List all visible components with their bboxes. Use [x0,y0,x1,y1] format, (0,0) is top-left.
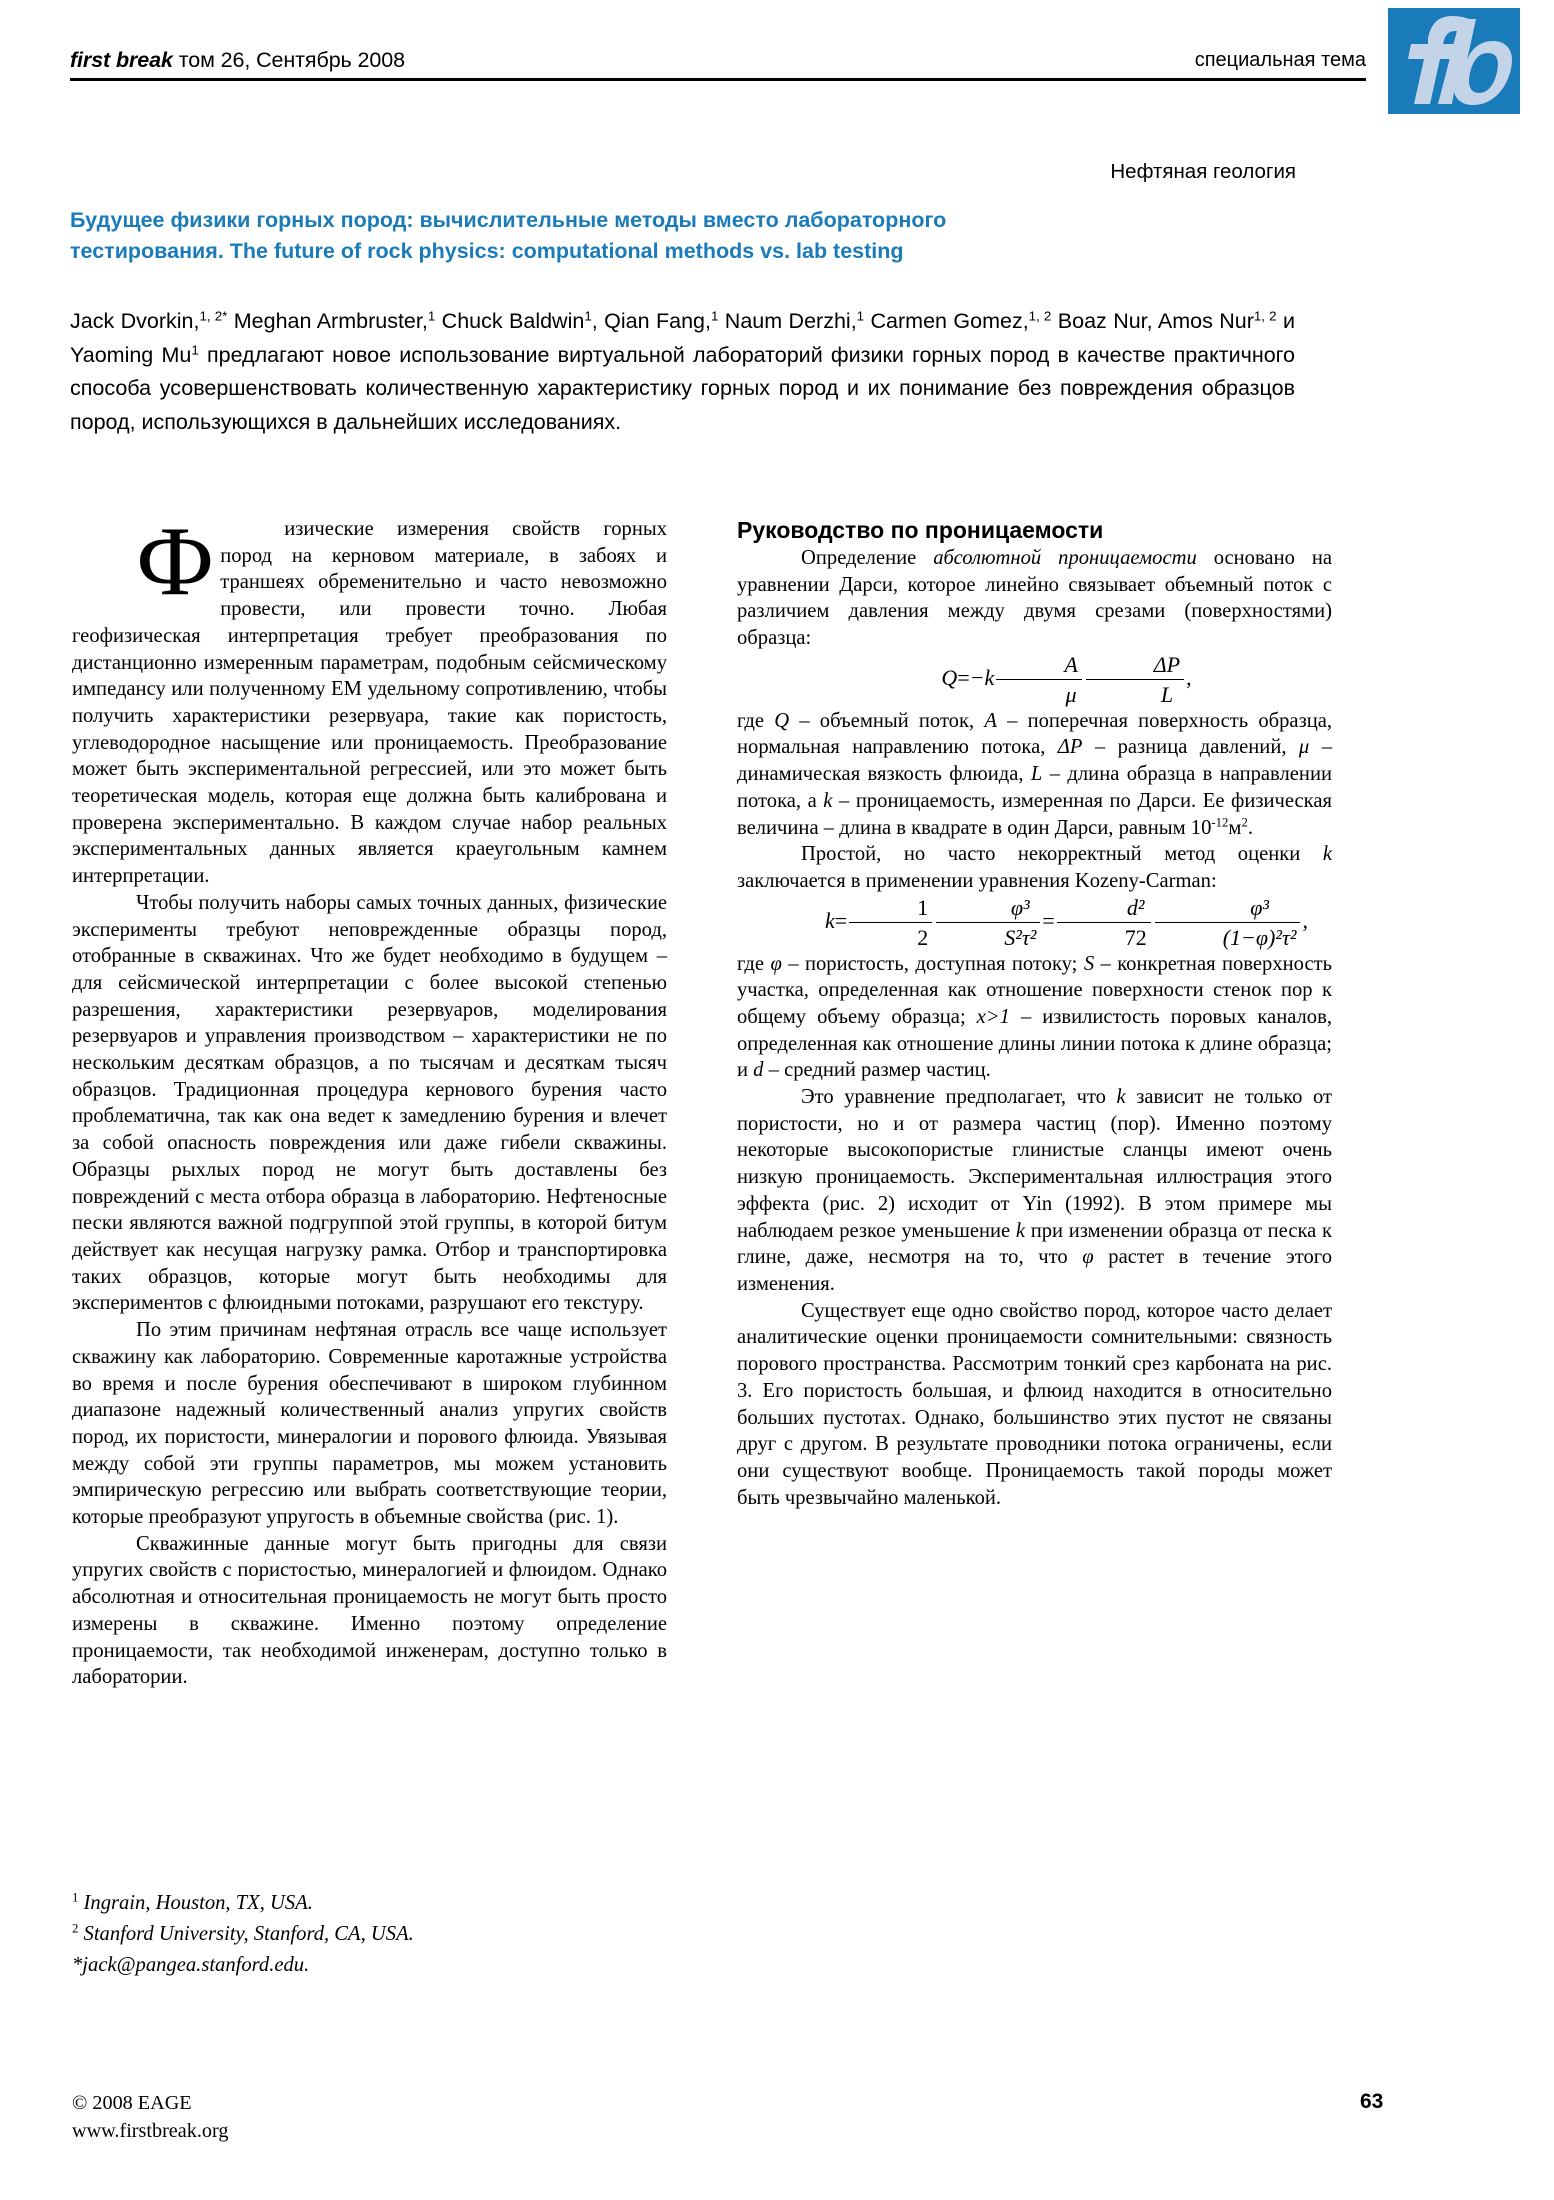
eq2-f1-num: 1 [849,895,932,923]
rp2-t7: – проницаемость, измеренная по Дарси. Ее физическая величина – длина в квадрате в один Дарси, равным 10 [737,789,1332,839]
author-8-affiliation: 1 [191,342,199,358]
author-2-affiliation: 1 [427,308,436,324]
footer [72,2089,228,2145]
drop-cap: Ф [136,507,215,616]
rp3-a: Простой, но часто некорректный метод оценки [801,843,1323,866]
rp4-t2: – пористость, доступная потоку; [781,952,1084,975]
eq2-f4-den: (1−φ)²τ² [1222,924,1297,950]
eq2-fraction-3 [1057,895,1151,951]
author-1-affiliation: 1, 2* [199,308,228,324]
var-phi-2: φ [1082,1246,1094,1269]
fb-logo-icon [1388,8,1520,114]
exponent-minus12: -12 [1211,814,1229,829]
eq2-equals-1: = [834,907,848,933]
footnote-2-text: Stanford University, Stanford, CA, USA. [78,1923,414,1945]
footnote-1-marker: 1 [72,1890,79,1905]
journal-name: first break [70,48,173,72]
var-k-3: k [1116,1086,1126,1109]
rp4-t3: – конкретная поверхность участка, определенная как отношение поверхности стенок пор к общему объему образца; [737,952,1332,1028]
paragraph-2: Чтобы получить наборы самых точных данных, физические эксперименты требуют неповрежденные образцы пород, отобранные в скважинах. Что же будет необходимо в будущем – для сейсмической интерпретации с более высокой степенью разрешения, характеристики резервуаров, моделирования резервуаров и управления производством – характеристики не по нескольким десяткам образцов, а по тысячам и десяткам тысяч образцов. Традиционная процедура кернового бурения часто проблематична, так как она ведет к замедлению бурения и влечет за собой опасность повреждения или даже гибели скважины. Образцы рыхлых пород не могут быть доставлены без повреждений с места отбора образца в лабораторию. Нефтеносные пески являются важной подгруппой этой группы, в которой битум действует как несущая нагрузку рамка. Отбор и транспортировка таких образцов, которые могут быть необходимы для экспериментов с флюидными потоками, разрушают его текстуру. [72,891,667,1315]
var-d: d [753,1059,764,1082]
right-paragraph-3 [737,841,1332,894]
var-Q: Q [774,709,790,732]
author-8: и Yaoming Mu [70,309,1296,367]
right-paragraph-1 [737,545,1332,652]
rp5-t1: Это уравнение предполагает, что [801,1086,1117,1109]
author-4: , Qian Fang, [591,309,711,333]
rp4-t5: – средний размер частиц. [763,1059,991,1082]
author-1: Jack Dvorkin, [70,309,200,333]
author-3-affiliation: 1 [584,308,592,324]
var-k-4: k [1015,1219,1026,1242]
rp1-b [1041,547,1058,569]
var-deltaP: ΔP [1057,736,1083,759]
footnote-1 [72,1888,672,1919]
footnotes [72,1888,672,1981]
eq1-f1-num: A [996,652,1081,680]
rp5-t2: зависит не только от пористости, но и от размера частиц (пор). Именно поэтому некоторые высокопористые глинистые сланцы имеют очень низкую проницаемость. Экспериментальная иллюстрация этого эффекта (рис. 2) исходит от Yin (1992). В этом примере мы наблюдаем резкое уменьшение [737,1086,1333,1242]
rp4-t1: где [737,952,771,975]
eq2-fraction-1 [849,895,932,951]
author-7: Boaz Nur, Amos Nur [1051,309,1254,333]
article-title-line-1: Будущее физики горных пород: вычислительные методы вместо лабораторного [70,208,947,232]
eq2-f2-num: φ³ [936,895,1040,923]
footnote-email[interactable]: *jack@pangea.stanford.edu. [72,1954,310,1976]
var-A: A [984,709,997,732]
footnote-2-marker: 2 [72,1921,79,1936]
var-k-2: k [1322,843,1332,866]
right-paragraph-6: Существует еще одно свойство пород, которое часто делает аналитические оценки проницаемости сомнительными: связность порового пространства. Рассмотрим тонкий срез карбоната на рис. 3. Его пористость большая, и флюид находится в относительно больших пустотах. Однако, большинство этих пустот не связаны друг с другом. В результате проводники потока ограничены, если они существуют вообще. Проницаемость такой породы может быть чрезвычайно маленькой. [737,1299,1332,1509]
author-6: Carmen Gomez, [864,309,1029,333]
paragraph-1 [72,507,667,890]
paragraph-3: По этим причинам нефтяная отрасль все чаще использует скважину как лабораторию. Современные каротажные устройства во время и после бурения обеспечивают в широком глубинном диапазоне надежный количественный анализ упругих свойств пород, их пористости, минералогии и порового флюида. Увязывая между собой эти группы параметров, мы можем установить эмпирическую регрессию или выбрать соответствующие теории, которые преобразуют упругость в объемные свойства (рис. 1). [72,1319,667,1529]
website-url[interactable]: www.firstbreak.org [72,2120,229,2142]
eq2-fraction-2 [936,895,1040,951]
rp1-c: основано на уравнении Дарси, которое линейно связывает объемный поток с различием давления между двумя срезами (поверхностями) образца: [737,547,1332,650]
right-paragraph-2 [737,708,1332,842]
copyright-text: © 2008 EAGE [72,2092,192,2114]
eq2-equals-2: = [1042,907,1055,933]
eq2-fraction-4 [1155,895,1301,951]
author-7-affiliation: 1, 2 [1253,308,1277,324]
rp5-t4: растет в течение этого изменения. [737,1246,1333,1295]
eq1-equals: = [957,664,970,690]
author-3: Chuck Baldwin [435,309,585,333]
eq1-fraction-2 [1086,652,1184,708]
var-S: S [1083,952,1095,975]
eq1-minus-k: −k [969,664,995,690]
var-k: k [823,789,833,812]
eq1-f2-den: L [1160,681,1174,707]
eq2-comma: , [1302,907,1308,933]
footnote-1-text: Ingrain, Houston, TX, USA. [78,1892,313,1914]
eq2-lhs: k [825,907,835,933]
rp2-t8: м [1228,816,1242,839]
author-5-affiliation: 1 [856,308,865,324]
section-label: Нефтяная геология [1110,160,1296,183]
section-heading-permeability: Руководство по проницаемости [737,517,1104,543]
eq1-f2-num: ΔP [1086,652,1184,680]
rp5-t3: при изменении образца от песка к глине, даже, несмотря на то, что [737,1219,1332,1269]
rp3-b: заключается в применении уравнения Kozeny-Carman: [737,869,1217,892]
rp1-a: Определение [801,547,934,569]
rp4-t4: – извилистость поровых каналов, определенная как отношение длины линии потока к длине образца; и [737,1005,1332,1082]
paragraph-1-text: изические измерения свойств горных пород на керновом материале, в забоях и траншеях обременительно и часто невозможно провести, или провести точно. Любая геофизическая интерпретация требует преобразования по дистанционно измеренным параметрам, подобным сейсмическому импедансу или полученному EM удельному сопротивлению, чтобы получить характеристики резервуара, такие как пористость, углеводородное насыщение или проницаемость. Преобразование может быть экспериментальной регрессией, или это может быть теоретическая модель, которая еще должна быть калибрована и проверена экспериментально. В каждом случае набор реальных экспериментальных данных является краеугольным камнем интерпретации. [72,518,667,888]
rp2-t3: – поперечная поверхность образца, нормальная направлению потока, [737,709,1333,759]
right-paragraph-5 [737,1084,1332,1298]
author-6-affiliation: 1, 2 [1028,308,1052,324]
rp2-t5: – динамическая вязкость флюида, [737,736,1332,786]
equation-kozeny-carman [737,895,1332,951]
equation-darcy [737,652,1332,708]
body-column-left [72,507,667,1691]
eq2-f2-den: S²τ² [1004,924,1037,950]
article-title [70,205,1230,267]
var-phi: φ [770,952,782,975]
var-mu: μ [1298,736,1310,759]
footnote-2 [72,1919,672,1950]
body-column-right [737,516,1332,1511]
authors-abstract [70,305,1295,439]
rp2-t2: – объемный поток, [789,709,985,732]
var-L: L [1030,763,1043,786]
author-2: Meghan Armbruster, [227,309,428,333]
eq2-f4-num: φ³ [1155,895,1301,923]
abstract-text: предлагают новое использование виртуальной лабораторий физики горных пород в качестве практичного способа усовершенствовать количественную характеристику горных пород и их понимание без повреждения образцов пород, использующихся в дальнейших исследованиях. [70,342,1295,434]
rp2-t4: – разница давлений, [1082,736,1299,759]
journal-title [70,48,405,73]
special-topic-label: специальная тема [1194,49,1366,71]
eq2-f3-num: d² [1057,895,1151,923]
masthead [70,48,1366,81]
rp2-t6: – длина образца в направлении потока, а [737,763,1332,812]
eq1-fraction-1 [996,652,1081,708]
exponent-2: 2 [1241,814,1248,829]
eq1-f1-den: μ [1065,681,1077,707]
page-number: 63 [1360,2090,1384,2113]
eq1-comma: , [1186,664,1192,690]
var-x-gt-1: x>1 [976,1005,1010,1028]
firstbreak-logo [1388,8,1520,114]
rp2-t1: где [737,709,775,732]
eq2-f1-den: 2 [917,924,929,950]
article-title-line-2: тестирования. The future of rock physics: computational methods vs. lab testing [70,239,904,263]
paragraph-4: Скважинные данные могут быть пригодны для связи упругих свойств с пористостью, минералогией и флюидом. Однако абсолютная и относительная проницаемость не могут быть просто измерены в скважине. Именно поэтому определение проницаемости, так необходимой инженерам, доступно только в лаборатории. [72,1532,667,1689]
right-paragraph-4 [737,951,1332,1085]
em-absolute: абсолютной [933,547,1042,569]
rp2-t9: . [1247,816,1254,839]
author-4-affiliation: 1 [710,308,719,324]
eq1-lhs: Q [941,664,958,690]
author-5: Naum Derzhi, [718,309,857,333]
journal-issue: том 26, Сентябрь 2008 [172,48,405,72]
em-permeability: проницаемости [1058,547,1197,569]
eq2-f3-den: 72 [1124,924,1147,950]
